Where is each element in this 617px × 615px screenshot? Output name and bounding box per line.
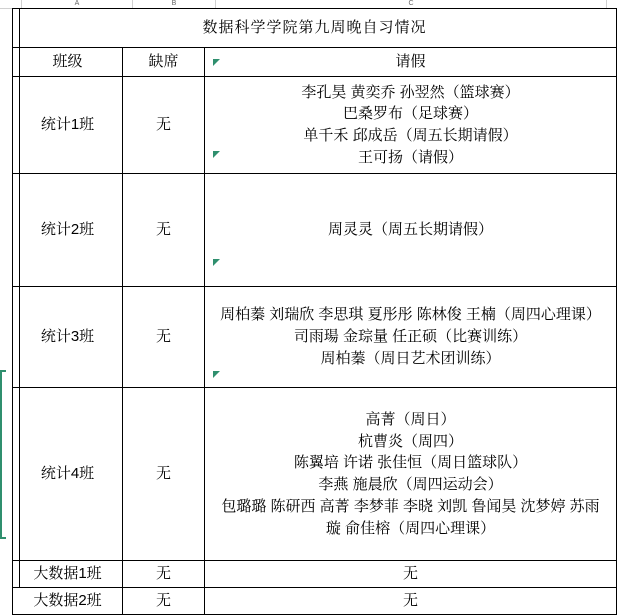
header-leave: 请假 [205,48,617,77]
table-header-row [13,48,617,77]
cell-leave[interactable] [205,388,617,561]
table-row[interactable] [13,287,617,388]
column-header-a[interactable]: A [22,0,133,8]
leave-line: 李燕 施晨欣（周四运动会） [318,476,503,493]
cell-leave[interactable] [205,77,617,174]
column-header-corner[interactable] [0,0,22,8]
leave-line: 周柏蓁 刘瑞欣 李思琪 夏彤彤 陈林俊 王楠（周四心理课） [220,306,601,324]
cell-absent[interactable]: 无 [123,287,205,388]
column-header-c[interactable]: C [216,0,607,8]
header-class: 班级 [13,48,123,77]
table-title-row [13,9,617,48]
table-row[interactable] [13,77,617,174]
leave-line: 巴桑罗布（足球赛） [343,105,479,123]
leave-line: 王可扬（请假） [358,148,464,166]
leave-line: 高菁（周日） [365,410,456,428]
column-header-b[interactable]: B [133,0,216,8]
cell-class[interactable]: 大数据2班 [13,588,123,615]
cell-leave[interactable]: 无 [205,588,617,615]
leave-line: 周柏蓁（周日艺术团训练） [320,349,501,367]
page-title: 数据科学学院第九周晚自习情况 [13,9,617,48]
table-row[interactable] [13,174,617,287]
cell-class[interactable]: 统计4班 [13,388,123,561]
leave-line: 李孔昊 黄奕乔 孙翌然（篮球赛） [301,83,520,101]
leave-line: 司雨瑒 金琮量 任正硕（比赛训练） [293,328,528,346]
cell-class[interactable]: 统计1班 [13,77,123,174]
cell-absent[interactable]: 无 [123,561,205,588]
table-row[interactable] [13,588,617,615]
attendance-table [12,8,617,615]
leave-line: 杭曹炎（周四） [358,432,464,450]
table-row[interactable] [13,561,617,588]
cell-class[interactable]: 大数据1班 [13,561,123,588]
cell-leave[interactable] [205,287,617,388]
cell-absent[interactable]: 无 [123,388,205,561]
table-container [12,8,617,615]
leave-line: 周灵灵（周五长期请假） [328,221,494,239]
cell-leave[interactable] [205,174,617,287]
cell-class[interactable]: 统计3班 [13,287,123,388]
leave-line: 单千禾 邱成岳（周五长期请假） [303,127,518,144]
leave-line: 陈翼培 许诺 张佳恒（周日篮球队） [293,454,528,472]
cell-leave[interactable]: 无 [205,561,617,588]
leave-line: 包璐璐 陈研西 高菁 李梦菲 李晓 刘凯 鲁闻昊 沈梦婷 苏雨璇 俞佳榕（周四心理课） [221,497,600,537]
table-row[interactable] [13,388,617,561]
header-absent: 缺席 [123,48,205,77]
cell-class[interactable]: 统计2班 [13,174,123,287]
cell-absent[interactable]: 无 [123,588,205,615]
cell-absent[interactable]: 无 [123,174,205,287]
cell-absent[interactable]: 无 [123,77,205,174]
